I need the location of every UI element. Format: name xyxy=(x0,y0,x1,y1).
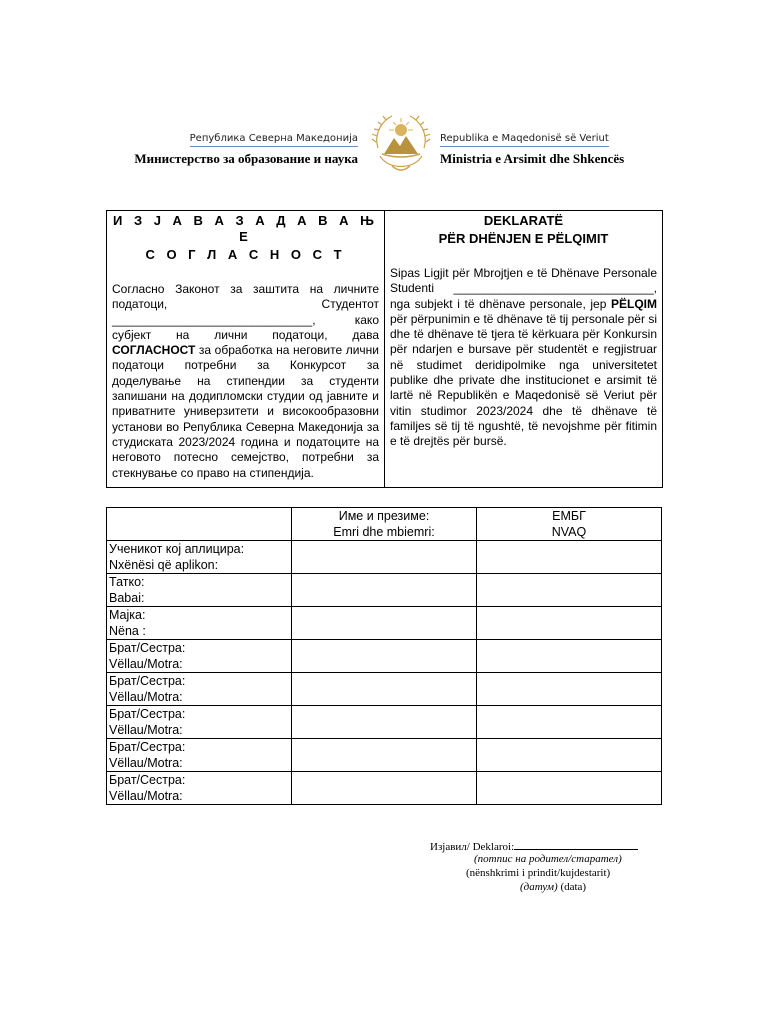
embg-cell[interactable] xyxy=(477,673,662,706)
signature-hint-mk: (потпис на родител/старател) xyxy=(474,853,622,865)
row-label: Ученикот кој аплицира: Nxënësi që aplikon: xyxy=(107,541,292,574)
declaration-body-sq: Sipas Ligjit për Mbrojtjen e të Dhënave Personale Studenti ______________________________, nga subjekt i të dhënave personale, jep PËLQIM për përpunimin e të dhënave të tij personale për si dhe të dhënave të tjera të kërkuara për Konkursin për ndarjen e bursave për studentët e regjistruar në studimet deridipolmike nga universitetet publike dhe private dhe institucionet e arsimit të lartë në Republikën e Maqedonisë së Veriut për vitin studimor 2023/2024 dhe të dhënave të familjes së tij të ngushtë, të nevojshme për fitimin e të drejtës për bursë. xyxy=(390,266,657,449)
row-label: Брат/Сестра: Vëllau/Motra: xyxy=(107,673,292,706)
declaration-title-sq-2: PËR DHËNJEN E PËLQIMIT xyxy=(438,231,609,246)
embg-cell[interactable] xyxy=(477,541,662,574)
embg-cell[interactable] xyxy=(477,574,662,607)
republic-name-sq: Republika e Maqedonisë së Veriut xyxy=(440,133,609,147)
embg-cell[interactable] xyxy=(477,739,662,772)
name-cell[interactable] xyxy=(292,706,477,739)
family-table xyxy=(106,507,662,805)
signature-field[interactable] xyxy=(514,838,638,850)
embg-cell[interactable] xyxy=(477,772,662,805)
name-cell[interactable] xyxy=(292,772,477,805)
ministry-name-sq: Ministria e Arsimit dhe Shkencës xyxy=(440,151,625,166)
table-row xyxy=(107,541,662,574)
row-label: Татко: Babai: xyxy=(107,574,292,607)
table-row xyxy=(107,772,662,805)
row-label: Брат/Сестра: Vëllau/Motra: xyxy=(107,739,292,772)
consent-word-sq: PËLQIM xyxy=(610,296,657,311)
date-hint: (датум) (data) xyxy=(520,881,587,893)
table-row xyxy=(107,640,662,673)
table-row xyxy=(107,739,662,772)
embg-cell[interactable] xyxy=(477,607,662,640)
declaration-sq xyxy=(385,211,662,487)
name-cell[interactable] xyxy=(292,607,477,640)
republic-name-mk: Република Северна Македонија xyxy=(190,133,358,147)
consent-word-mk: СОГЛАСНОСТ xyxy=(112,343,196,358)
header-left xyxy=(120,128,358,167)
declaration-body-mk: Согласно Законот за заштита на личните податоци, Студентот ______________________________, како субјект на лични податоци, дава СОГЛАСНОСТ за обработка на неговите лични податоци потребни за Конкурсот за доделување на стипендии за студенти запишани на додипломски студии од јавните и приватните универзитети и високообразовни установи во Република Северна Македонија за студиската 2023/2024 година и податоците на неговото потесно семејство, потребни за стекнување со право на стипендија. xyxy=(112,282,379,480)
header-cell-empty xyxy=(107,508,292,541)
header-cell-name: Име и презиме: Emri dhe mbiemri: xyxy=(292,508,477,541)
row-label: Брат/Сестра: Vëllau/Motra: xyxy=(107,772,292,805)
declaration-title-mk-1: И З Ј А В А З А Д А В А Њ Е xyxy=(113,213,378,244)
declaration-mk xyxy=(107,211,385,487)
family-table-header xyxy=(107,508,662,541)
header-right xyxy=(440,128,670,167)
signature-line: Изјавил/ Deklaroi: xyxy=(430,838,638,855)
name-cell[interactable] xyxy=(292,541,477,574)
table-row xyxy=(107,706,662,739)
row-label: Брат/Сестра: Vëllau/Motra: xyxy=(107,640,292,673)
row-label: Брат/Сестра: Vëllau/Motra: xyxy=(107,706,292,739)
table-row xyxy=(107,673,662,706)
header-cell-embg: ЕМБГ NVAQ xyxy=(477,508,662,541)
name-cell[interactable] xyxy=(292,574,477,607)
row-label: Мајка: Nëna : xyxy=(107,607,292,640)
embg-cell[interactable] xyxy=(477,706,662,739)
name-cell[interactable] xyxy=(292,739,477,772)
embg-cell[interactable] xyxy=(477,640,662,673)
table-row xyxy=(107,607,662,640)
declaration-table xyxy=(106,210,663,488)
ministry-name-mk: Министерство за образование и наука xyxy=(134,151,358,166)
table-row xyxy=(107,574,662,607)
state-emblem-icon xyxy=(366,108,436,182)
name-cell[interactable] xyxy=(292,673,477,706)
declaration-title-mk-2: С О Г Л А С Н О С Т xyxy=(145,247,346,262)
signature-hint-sq: (nënshkrimi i prindit/kujdestarit) xyxy=(466,867,611,879)
name-cell[interactable] xyxy=(292,640,477,673)
declaration-title-sq-1: DEKLARATË xyxy=(483,213,564,228)
